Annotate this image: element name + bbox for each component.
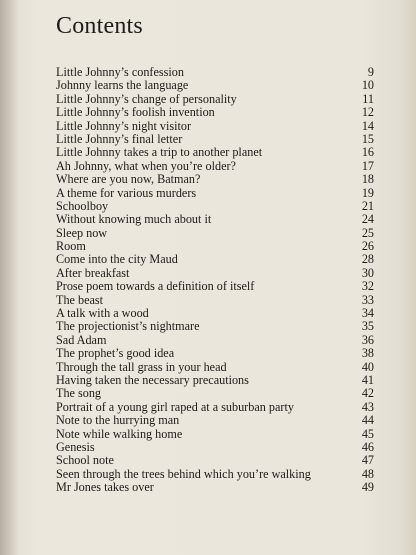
entry-page-number: 15 (361, 131, 374, 146)
contents-entry (56, 200, 374, 213)
contents-entry (56, 481, 374, 494)
contents-list (56, 66, 374, 495)
entry-page-number: 25 (361, 225, 374, 240)
entry-page-number: 42 (361, 386, 374, 401)
contents-entry (56, 428, 374, 441)
contents-entry (56, 334, 374, 347)
entry-page-number: 10 (361, 78, 374, 93)
entry-title: School note (56, 453, 114, 468)
page-gutter-shadow (0, 0, 20, 555)
entry-title: Note to the hurrying man (56, 413, 180, 428)
entry-page-number: 48 (361, 466, 374, 481)
entry-page-number: 16 (361, 145, 374, 160)
entry-title: Schoolboy (56, 198, 109, 213)
entry-page-number: 11 (362, 91, 374, 106)
contents-entry (56, 187, 374, 200)
entry-page-number: 44 (361, 413, 374, 428)
entry-page-number: 21 (361, 198, 374, 213)
contents-entry (56, 213, 374, 226)
contents-entry (56, 173, 374, 186)
entry-title: Seen through the trees behind which you’re walking (56, 466, 311, 481)
contents-entry (56, 253, 374, 266)
entry-page-number: 28 (361, 252, 374, 267)
contents-entry (56, 320, 374, 333)
entry-title: Little Johnny’s night visitor (56, 118, 192, 133)
entry-title: The prophet’s good idea (56, 346, 175, 361)
contents-entry (56, 454, 374, 467)
entry-page-number: 24 (361, 212, 374, 227)
contents-entry (56, 347, 374, 360)
entry-title: A theme for various murders (56, 185, 197, 200)
entry-title: Prose poem towards a definition of itself (56, 279, 255, 294)
contents-entry (56, 160, 374, 173)
entry-title: Little Johnny’s foolish invention (56, 105, 215, 120)
contents-entry (56, 441, 374, 454)
entry-title: Room (56, 239, 86, 254)
contents-entry (56, 294, 374, 307)
page-title: Contents (56, 13, 143, 39)
entry-page-number: 41 (361, 372, 374, 387)
entry-title: Genesis (56, 439, 95, 454)
entry-title: Johnny learns the language (56, 78, 189, 93)
entry-page-number: 34 (361, 306, 374, 321)
contents-entry (56, 280, 374, 293)
contents-entry (56, 414, 374, 427)
entry-title: Ah Johnny, what when you’re older? (56, 158, 236, 173)
contents-entry (56, 387, 374, 400)
entry-page-number: 17 (361, 158, 374, 173)
entry-page-number: 43 (361, 399, 374, 414)
contents-entry (56, 120, 374, 133)
entry-title: Portrait of a young girl raped at a suburban party (56, 399, 294, 414)
contents-entry (56, 401, 374, 414)
entry-title: The projectionist’s nightmare (56, 319, 200, 334)
entry-title: Little Johnny’s change of personality (56, 91, 237, 106)
contents-entry (56, 106, 374, 119)
entry-page-number: 46 (361, 439, 374, 454)
entry-title: Note while walking home (56, 426, 183, 441)
entry-title: Little Johnny takes a trip to another planet (56, 145, 263, 160)
entry-title: The beast (56, 292, 104, 307)
entry-page-number: 12 (361, 105, 374, 120)
contents-entry (56, 361, 374, 374)
entry-title: Sad Adam (56, 332, 107, 347)
entry-title: Where are you now, Batman? (56, 172, 201, 187)
contents-entry (56, 66, 374, 79)
contents-entry (56, 468, 374, 481)
entry-title: Little Johnny’s confession (56, 65, 184, 79)
entry-page-number: 35 (361, 319, 374, 334)
entry-title: Without knowing much about it (56, 212, 212, 227)
entry-title: Mr Jones takes over (56, 480, 154, 495)
entry-title: Little Johnny’s final letter (56, 131, 183, 146)
entry-page-number: 33 (361, 292, 374, 307)
entry-title: After breakfast (56, 265, 130, 280)
contents-entry (56, 79, 374, 92)
contents-entry (56, 227, 374, 240)
contents-entry (56, 133, 374, 146)
contents-entry (56, 374, 374, 387)
entry-page-number: 19 (361, 185, 374, 200)
contents-entry (56, 240, 374, 253)
entry-title: The song (56, 386, 102, 401)
entry-title: Come into the city Maud (56, 252, 178, 267)
contents-entry (56, 146, 374, 159)
entry-page-number: 40 (361, 359, 374, 374)
entry-page-number: 36 (361, 332, 374, 347)
entry-title: Having taken the necessary precautions (56, 372, 249, 387)
entry-page-number: 45 (361, 426, 374, 441)
entry-page-number: 32 (361, 279, 374, 294)
entry-title: Through the tall grass in your head (56, 359, 227, 374)
entry-page-number: 38 (361, 346, 374, 361)
entry-page-number: 14 (361, 118, 374, 133)
entry-title: Sleep now (56, 225, 108, 240)
entry-page-number: 49 (361, 480, 374, 495)
contents-entry (56, 267, 374, 280)
entry-page-number: 9 (367, 65, 374, 79)
entry-page-number: 30 (361, 265, 374, 280)
contents-entry (56, 93, 374, 106)
entry-page-number: 47 (361, 453, 374, 468)
entry-page-number: 18 (361, 172, 374, 187)
entry-page-number: 26 (361, 239, 374, 254)
entry-title: A talk with a wood (56, 306, 149, 321)
contents-entry (56, 307, 374, 320)
